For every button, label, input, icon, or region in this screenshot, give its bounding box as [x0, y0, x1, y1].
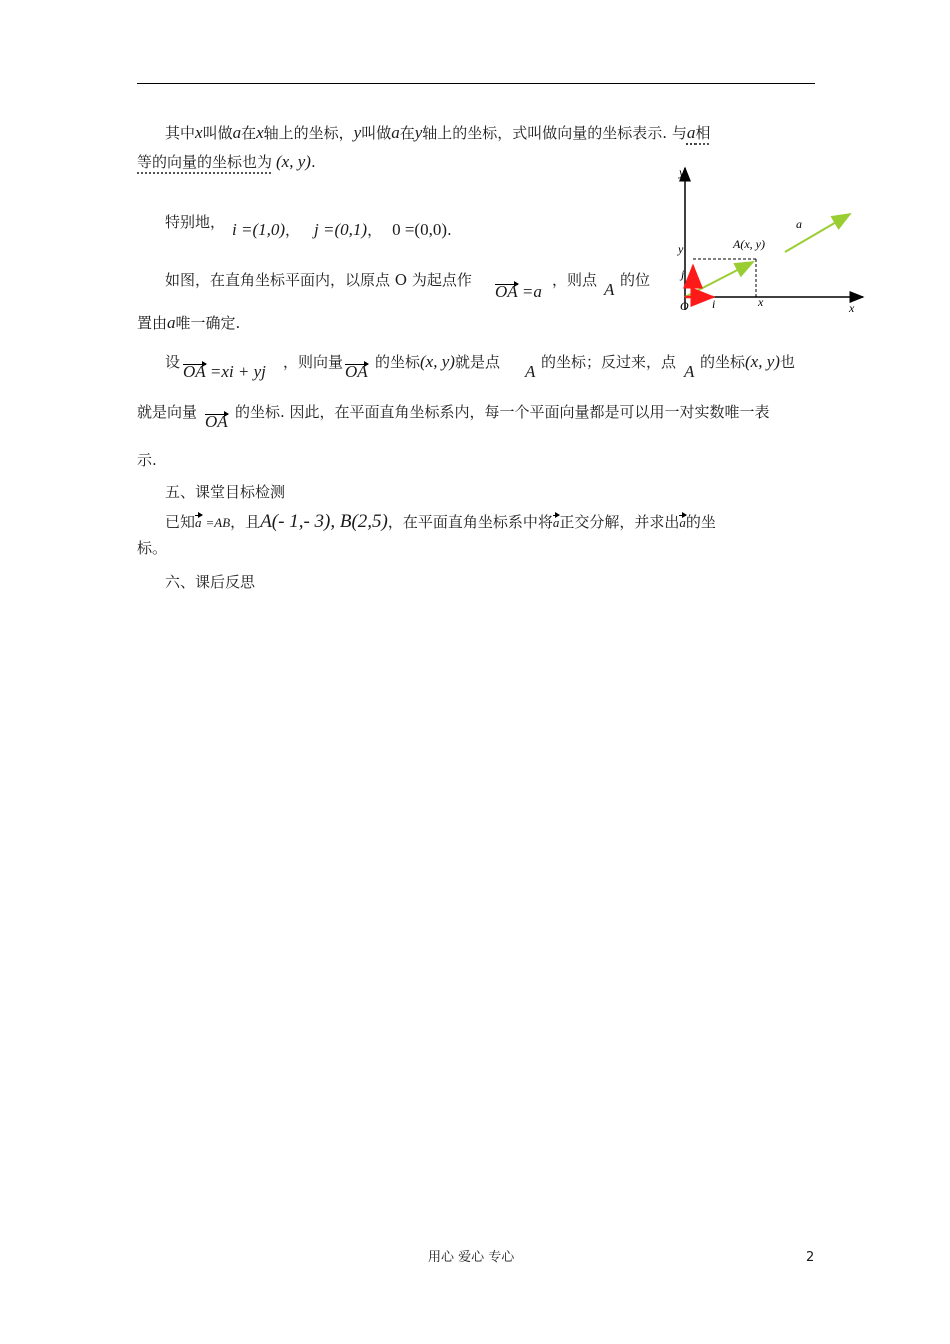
exercise-line-1 — [165, 512, 716, 533]
point-a-label: A(x, y) — [733, 237, 765, 251]
oa-eq-a — [495, 282, 542, 302]
math-a: a — [686, 123, 696, 142]
paragraph-line-7 — [137, 402, 197, 422]
text: 的坐 — [685, 513, 716, 531]
text: ， — [367, 221, 383, 239]
paragraph-line-7b — [235, 402, 770, 422]
text: ， — [285, 221, 301, 239]
math-a: a — [232, 123, 242, 142]
paragraph-line-1 — [165, 123, 710, 143]
i-label: i — [712, 297, 716, 311]
vector-a — [785, 214, 850, 252]
text: 设 — [165, 353, 181, 371]
section-6-title — [165, 572, 255, 592]
math-A: A — [525, 362, 536, 381]
text: 已知 — [165, 513, 196, 531]
header-rule — [137, 83, 815, 84]
math-x: x — [195, 123, 203, 142]
exercise-line-2 — [137, 538, 167, 558]
math-xy: (x, y) — [276, 152, 311, 171]
paragraph-line-8 — [137, 450, 157, 470]
paragraph-line-6c — [375, 352, 500, 372]
paragraph-line-6d — [541, 352, 676, 372]
paragraph-line-4b — [552, 270, 597, 290]
math-eq-a: =a — [517, 282, 542, 301]
special-vectors-math — [232, 220, 452, 240]
text: 正交分解，并求出 — [559, 513, 680, 531]
text: 叫做 — [202, 124, 233, 142]
text: ，则向量 — [283, 353, 344, 371]
math-a: a — [391, 123, 400, 142]
math-points: A(- 1,- 3), B(2,5) — [260, 511, 388, 532]
coordinate-figure — [665, 160, 875, 320]
text: 等的向量的坐标也为 — [137, 153, 273, 171]
text: 的位 — [620, 271, 651, 289]
text: 的坐标 — [375, 353, 421, 371]
text: ，则点 — [552, 271, 598, 289]
oa-2 — [345, 362, 368, 382]
text: 在 — [241, 124, 257, 142]
text: 在 — [399, 124, 415, 142]
paragraph-line-5 — [137, 313, 240, 333]
text: 相 — [695, 124, 711, 142]
text: 标。 — [137, 539, 168, 557]
math-eq: =xi + yj — [205, 362, 266, 381]
math-x: x — [256, 123, 264, 142]
math-oa: OA — [205, 412, 228, 431]
x-tick-label: x — [758, 295, 764, 309]
text: 也 — [779, 353, 795, 371]
text: 特别地， — [165, 213, 226, 231]
text: 唯一确定. — [175, 314, 241, 332]
math-a: a — [553, 513, 560, 533]
math-y: y — [353, 123, 362, 142]
y-tick-label: y — [678, 242, 684, 256]
math-oa: OA — [345, 362, 368, 381]
math-j-eq: j =(0,1) — [314, 220, 368, 239]
text: 示. — [137, 451, 157, 469]
text: . — [447, 221, 452, 239]
text: 其中 — [165, 124, 196, 142]
x-axis-label: x — [849, 301, 855, 315]
page-number: 2 — [806, 1250, 815, 1265]
text: ，在平面直角坐标系中将 — [387, 513, 553, 531]
vector-a-label: a — [796, 217, 802, 231]
math-xy: (x, y) — [745, 352, 780, 371]
paragraph-line-6b — [283, 352, 343, 372]
text: 五、课堂目标检测 — [165, 483, 286, 501]
math-a: a — [679, 513, 686, 533]
origin-label: O — [680, 299, 689, 313]
text: 就是点 — [454, 353, 500, 371]
text: 置由 — [137, 314, 168, 332]
y-axis-label: y — [679, 165, 685, 179]
paragraph-line-6e — [700, 352, 795, 372]
math-i-eq: i =(1,0) — [232, 220, 286, 239]
section-5-title — [165, 482, 285, 502]
footer-center: 用心 爱心 专心 — [428, 1250, 515, 1265]
math-eq-ab: =AB — [205, 515, 231, 530]
text: 的坐标 — [700, 353, 746, 371]
paragraph-line-4c — [620, 270, 650, 290]
text: 叫做 — [361, 124, 392, 142]
math-a: a — [195, 513, 202, 533]
paragraph-line-6 — [165, 352, 180, 372]
math-zero-eq: 0 =(0,0) — [392, 220, 448, 239]
text: 的坐标. 因此，在平面直角坐标系内，每一个平面向量都是可以用一对实数唯一表 — [235, 403, 770, 421]
text: 轴上的坐标， — [263, 124, 354, 142]
vector-oa — [685, 262, 753, 297]
text: 的坐标；反过来，点 — [541, 353, 677, 371]
math-y: y — [414, 123, 423, 142]
paragraph-line-2 — [137, 152, 316, 172]
text: 六、课后反思 — [165, 573, 256, 591]
text: . — [310, 153, 316, 171]
point-a-2 — [525, 362, 535, 382]
text: ，且 — [230, 513, 261, 531]
text: 如图，在直角坐标平面内，以原点 O 为起点作 — [165, 271, 472, 289]
special-vectors-line — [165, 212, 225, 232]
j-label: j — [681, 267, 685, 281]
point-a-3 — [684, 362, 694, 382]
math-A: A — [604, 280, 615, 299]
oa-decomp — [183, 362, 266, 382]
math-a: a — [167, 313, 176, 332]
oa-3 — [205, 412, 228, 432]
point-a — [604, 280, 614, 300]
math-A: A — [684, 362, 695, 381]
math-oa: OA — [495, 282, 518, 301]
text: 就是向量 — [137, 403, 198, 421]
math-oa: OA — [183, 362, 206, 381]
paragraph-line-4 — [165, 270, 472, 290]
text: 轴上的坐标，式叫做向量的坐标表示. 与 — [422, 124, 687, 142]
math-xy: (x, y) — [420, 352, 455, 371]
